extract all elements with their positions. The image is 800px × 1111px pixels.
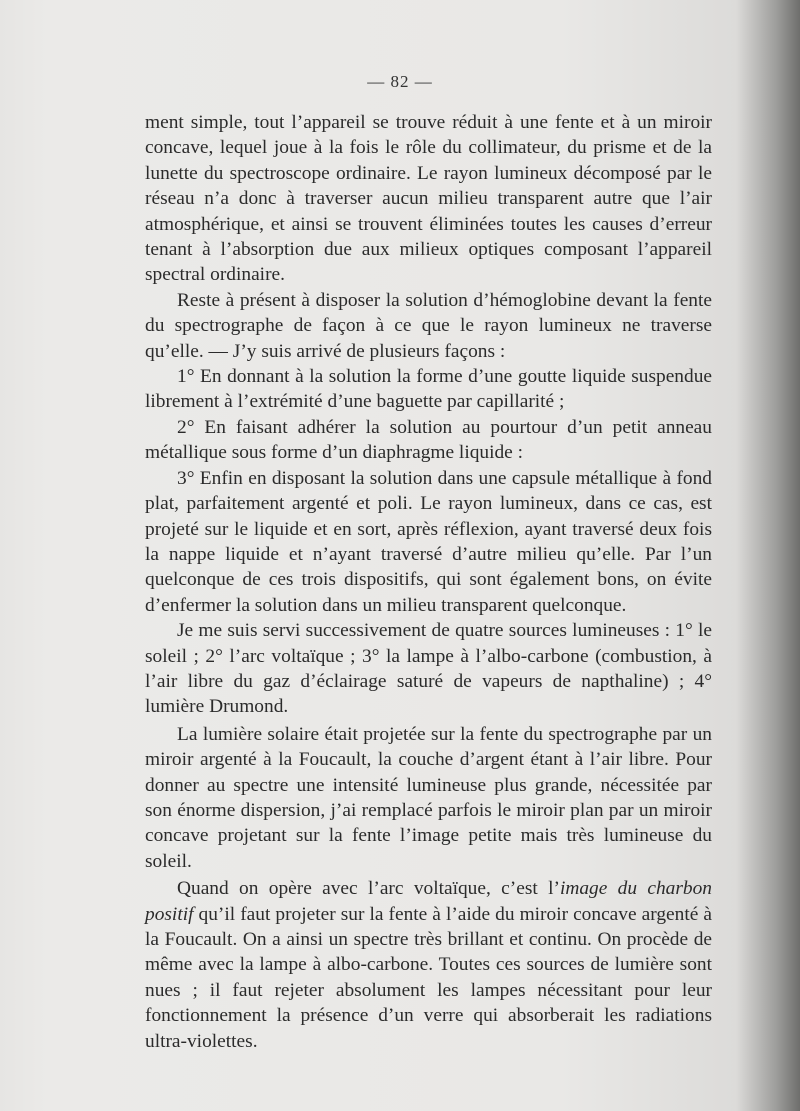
paragraph-light-sources: Je me suis servi successivement de quatre sources lumineuses : 1° le soleil ; 2° l’arc voltaïque ; 3° la lampe à l’albo-carbone (combustion, à l’air libre du gaz d’éclairage saturé de vapeurs de napthaline) ; 4° lumière Drumond. [145,620,712,718]
list-item-method-2: 2° En faisant adhérer la solution au pourtour d’un petit anneau métallique sous forme d’un diaphragme liquide : [145,416,712,464]
page-number: — 82 — [367,72,433,91]
italic-phrase: image du charbon positif [145,878,713,925]
paragraph-solar-light: La lumière solaire était projetée sur la fente du spectrographe par un miroir argenté à la Foucault, la couche d’argent étant à l’air libre. Pour donner au spectre une intensité lumineuse plus grande, nécessitée par son énorme dispersion, j’ai remplacé parfois le miroir plan par un miroir concave projetant sur la fente l’image petite mais très lumineuse du soleil. [145,723,712,872]
text-segment: qu’il faut projeter sur la fente à l’aide du miroir concave argenté à la Foucault. On a ainsi un spectre très brillant et continu. On procède de même avec la lampe à albo-carbone. Toutes ces sources de lumière sont nues ; il faut rejeter absolument les lampes nécessitant pour leur fonctionnement la présence d’un verre qui absorberait les radiations ultra-violettes. [145,903,712,1052]
text-segment: Quand on opère avec l’arc voltaïque, c’est l’ [177,878,560,900]
body-text [145,110,712,1054]
list-item-method-1: 1° En donnant à la solution la forme d’une goutte liquide suspendue librement à l’extrémité d’une baguette par capillarité ; [145,366,712,413]
list-item-method-3: 3° Enfin en disposant la solution dans une capsule métallique à fond plat, parfaitement argenté et poli. Le rayon lumineux, dans ce cas, est projeté sur le liquide et en sort, après réflexion, ayant traversé deux fois la nappe liquide et n’ayant traversé d’autre milieu qu’elle. Par l’un quelconque de ces trois dispositifs, qui sont également bons, on évite d’enfermer la solution dans un milieu transparent quelconque. [145,467,712,616]
paragraph-voltaic-arc [145,876,712,1054]
paragraph-hemoglobin-setup: Reste à présent à disposer la solution d’hémoglobine devant la fente du spectrographe de façon à ce que le rayon lumineux ne traverse qu’elle. — J’y suis arrivé de plusieurs façons : [145,289,712,362]
paragraph-continuation: ment simple, tout l’appareil se trouve réduit à une fente et à un miroir concave, lequel joue à la fois le rôle du collimateur, du prisme et de la lunette du spectroscope ordinaire. Le rayon lumineux décomposé par le réseau n’a donc à traverser aucun milieu transparent autre que l’air atmosphérique, et ainsi se trouvent éliminées toutes les causes d’erreur tenant à l’absorption due aux milieux optiques composant l’appareil spectral ordinaire. [145,112,712,286]
